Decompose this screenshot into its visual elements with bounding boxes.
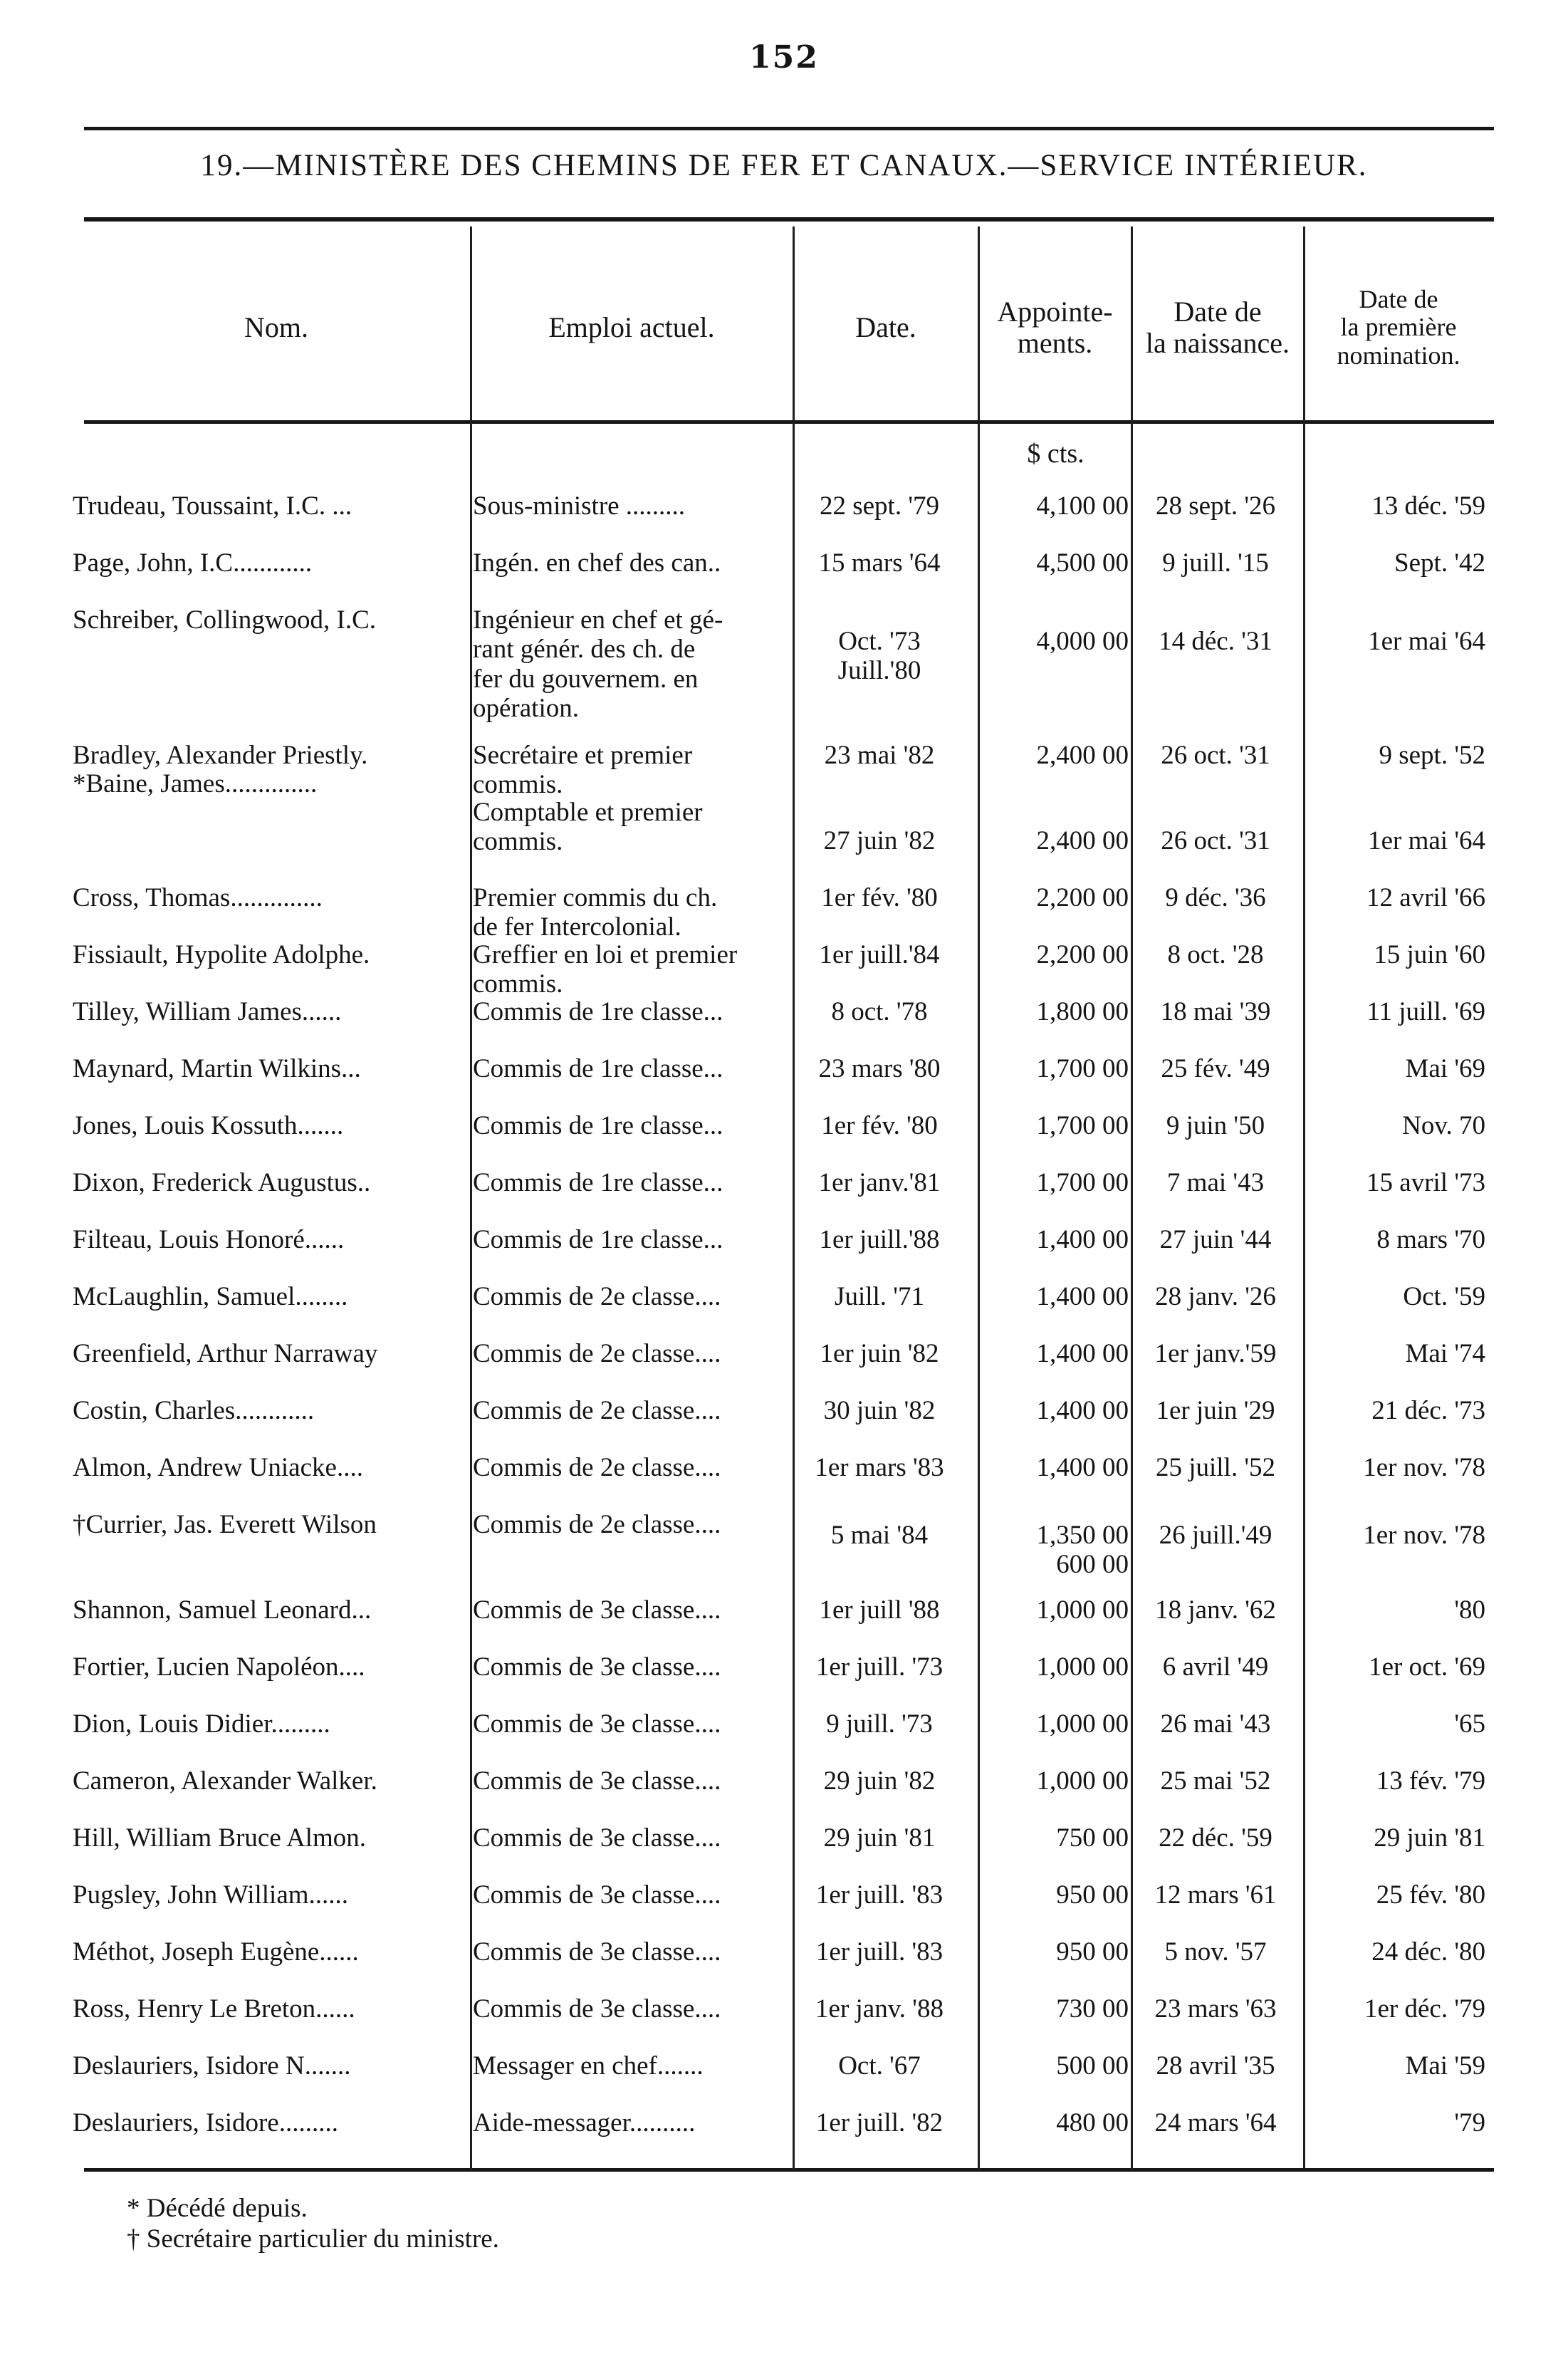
name-cell: Cross, Thomas.............. — [73, 883, 323, 912]
name-cell: McLaughlin, Samuel........ — [73, 1282, 348, 1311]
birth-date-cell: 27 juin '44 — [1159, 1225, 1272, 1254]
emploi-cell: Commis de 2e classe.... — [473, 1453, 721, 1482]
name-cell: Deslauriers, Isidore N....... — [73, 2051, 351, 2081]
name-cell: Deslauriers, Isidore......... — [73, 2108, 338, 2137]
emploi-cell: Commis de 3e classe.... — [473, 1937, 721, 1967]
birth-date-cell: 8 oct. '28 — [1167, 940, 1264, 969]
title-rule — [84, 217, 1494, 222]
emploi-cell: Ingénieur en chef et gé- rant génér. des ch. de fer du gouvernem. en opération. — [473, 605, 723, 724]
first-appointment-cell: 13 déc. '59 — [1371, 491, 1485, 521]
salary-cell: 950 00 — [1056, 1880, 1129, 1910]
emploi-cell: Commis de 2e classe.... — [473, 1510, 721, 1539]
first-appointment-cell: '65 — [1454, 1709, 1485, 1739]
column-divider — [1303, 226, 1305, 2170]
name-cell: Dion, Louis Didier......... — [73, 1709, 330, 1739]
emploi-cell: Commis de 1re classe... — [473, 1168, 723, 1197]
bottom-rule — [84, 2168, 1494, 2172]
first-appointment-cell: 21 déc. '73 — [1371, 1396, 1485, 1425]
name-cell: Jones, Louis Kossuth....... — [73, 1111, 344, 1140]
birth-date-cell: 7 mai '43 — [1166, 1168, 1265, 1197]
salary-cell: 1,000 00 — [1036, 1652, 1129, 1682]
date-cell: 1er juill. '73 — [815, 1652, 944, 1682]
birth-date-cell: 28 sept. '26 — [1155, 491, 1276, 521]
emploi-cell: Commis de 2e classe.... — [473, 1282, 721, 1311]
birth-date-cell: 24 mars '64 — [1154, 2108, 1277, 2137]
salary-cell: 730 00 — [1056, 1994, 1129, 2024]
emploi-cell: Premier commis du ch. de fer Intercolonial. — [473, 883, 718, 942]
salary-cell: 4,000 00 — [1036, 627, 1129, 656]
date-cell: 1er janv.'81 — [818, 1168, 941, 1197]
salary-cell: 1,400 00 — [1036, 1453, 1129, 1482]
salary-cell: 750 00 — [1056, 1823, 1129, 1853]
birth-date-cell: 12 mars '61 — [1154, 1880, 1277, 1910]
date-cell: 23 mars '80 — [818, 1054, 941, 1083]
footnote-deceased: * Décédé depuis. — [127, 2194, 308, 2223]
name-cell: Page, John, I.C............ — [73, 548, 313, 578]
header-emploi: Emploi actuel. — [548, 311, 715, 343]
emploi-cell: Commis de 3e classe.... — [473, 1880, 721, 1910]
first-appointment-cell: 11 juill. '69 — [1366, 997, 1485, 1026]
birth-date-cell: 28 avril '35 — [1156, 2051, 1275, 2081]
name-cell: Greenfield, Arthur Narraway — [73, 1339, 378, 1368]
page-title: 19.—MINISTÈRE DES CHEMINS DE FER ET CANAUX.—SERVICE INTÉRIEUR. — [200, 149, 1368, 182]
date-cell: 5 mai '84 — [830, 1521, 929, 1550]
birth-date-cell: 26 oct. '31 — [1161, 741, 1270, 770]
first-appointment-cell: '80 — [1454, 1595, 1485, 1625]
salary-cell: 1,400 00 — [1036, 1339, 1129, 1368]
salary-cell: 480 00 — [1056, 2108, 1129, 2137]
name-cell: Hill, William Bruce Almon. — [73, 1823, 366, 1853]
emploi-cell: Commis de 1re classe... — [473, 1054, 723, 1083]
page-number: 152 — [749, 39, 819, 75]
first-appointment-cell: 1er nov. '78 — [1363, 1521, 1485, 1550]
date-cell: 1er juill '88 — [819, 1595, 940, 1625]
salary-cell: 1,000 00 — [1036, 1766, 1129, 1796]
birth-date-cell: 25 juill. '52 — [1155, 1453, 1276, 1482]
date-cell: 1er juin '82 — [820, 1339, 939, 1368]
salary-cell: 2,200 00 — [1036, 940, 1129, 969]
date-cell: 1er fév. '80 — [821, 1111, 938, 1140]
first-appointment-cell: 12 avril '66 — [1366, 883, 1485, 912]
salary-cell: 4,500 00 — [1036, 548, 1129, 578]
salary-cell: 1,700 00 — [1036, 1054, 1129, 1083]
name-cell: *Baine, James.............. — [73, 769, 318, 798]
emploi-cell: Commis de 3e classe.... — [473, 1766, 721, 1796]
emploi-cell: Comptable et premier commis. — [473, 798, 703, 857]
header-naissance: Date de la naissance. — [1145, 296, 1290, 359]
header-nom: Nom. — [244, 311, 308, 343]
name-cell: †Currier, Jas. Everett Wilson — [73, 1510, 377, 1539]
header-rule — [84, 420, 1494, 424]
name-cell: Maynard, Martin Wilkins... — [73, 1054, 361, 1083]
date-cell: Oct. '67 — [838, 2051, 921, 2081]
name-cell: Almon, Andrew Uniacke.... — [73, 1453, 363, 1482]
first-appointment-cell: 9 sept. '52 — [1379, 741, 1485, 770]
birth-date-cell: 25 mai '52 — [1160, 1766, 1271, 1796]
column-divider — [793, 226, 795, 2170]
salary-cell: 1,000 00 — [1036, 1595, 1129, 1625]
emploi-cell: Sous-ministre ......... — [473, 491, 686, 521]
emploi-cell: Commis de 3e classe.... — [473, 1652, 721, 1682]
date-cell: 27 juin '82 — [823, 826, 936, 855]
first-appointment-cell: '79 — [1454, 2108, 1485, 2137]
first-appointment-cell: Oct. '59 — [1403, 1282, 1485, 1311]
emploi-cell: Commis de 1re classe... — [473, 1225, 723, 1254]
name-cell: Méthot, Joseph Eugène...... — [73, 1937, 359, 1967]
first-appointment-cell: 1er déc. '79 — [1364, 1994, 1485, 2024]
salary-cell: 1,400 00 — [1036, 1225, 1129, 1254]
top-rule — [84, 127, 1494, 130]
birth-date-cell: 18 janv. '62 — [1155, 1595, 1276, 1625]
birth-date-cell: 9 juill. '15 — [1162, 548, 1269, 578]
emploi-cell: Aide-messager.......... — [473, 2108, 696, 2137]
header-appointements: Appointe- ments. — [997, 296, 1113, 359]
name-cell: Trudeau, Toussaint, I.C. ... — [73, 491, 352, 521]
first-appointment-cell: 1er mai '64 — [1368, 826, 1485, 855]
emploi-cell: Commis de 3e classe.... — [473, 1709, 721, 1739]
footnote-secretary: † Secrétaire particulier du ministre. — [127, 2224, 499, 2254]
emploi-cell: Commis de 1re classe... — [473, 997, 723, 1026]
column-divider — [1131, 226, 1133, 2170]
name-cell: Filteau, Louis Honoré...... — [73, 1225, 345, 1254]
salary-cell: 2,400 00 — [1036, 741, 1129, 770]
date-cell: 1er juill. '83 — [815, 1937, 944, 1967]
date-cell: 1er mars '83 — [815, 1453, 944, 1482]
name-cell: Fortier, Lucien Napoléon.... — [73, 1652, 365, 1682]
first-appointment-cell: 1er oct. '69 — [1369, 1652, 1485, 1682]
first-appointment-cell: 13 fév. '79 — [1376, 1766, 1485, 1796]
emploi-cell: Commis de 1re classe... — [473, 1111, 723, 1140]
first-appointment-cell: Nov. 70 — [1402, 1111, 1485, 1140]
name-cell: Fissiault, Hypolite Adolphe. — [73, 940, 370, 969]
first-appointment-cell: 8 mars '70 — [1376, 1225, 1485, 1254]
first-appointment-cell: 15 avril '73 — [1366, 1168, 1485, 1197]
date-cell: 1er juill.'88 — [819, 1225, 940, 1254]
birth-date-cell: 26 oct. '31 — [1161, 826, 1270, 855]
birth-date-cell: 25 fév. '49 — [1161, 1054, 1270, 1083]
birth-date-cell: 1er juin '29 — [1156, 1396, 1275, 1425]
salary-cell: 1,700 00 — [1036, 1111, 1129, 1140]
emploi-cell: Commis de 2e classe.... — [473, 1339, 721, 1368]
birth-date-cell: 18 mai '39 — [1160, 997, 1271, 1026]
birth-date-cell: 23 mars '63 — [1154, 1994, 1277, 2024]
column-divider — [978, 226, 980, 2170]
birth-date-cell: 22 déc. '59 — [1159, 1823, 1272, 1853]
date-cell: 22 sept. '79 — [819, 491, 940, 521]
date-cell: Oct. '73 Juill.'80 — [837, 627, 921, 686]
salary-cell: 2,200 00 — [1036, 883, 1129, 912]
date-cell: 1er janv. '88 — [815, 1994, 944, 2024]
emploi-cell: Commis de 3e classe.... — [473, 1994, 721, 2024]
salary-cell: 2,400 00 — [1036, 826, 1129, 855]
first-appointment-cell: 1er nov. '78 — [1363, 1453, 1485, 1482]
first-appointment-cell: 15 juin '60 — [1374, 940, 1485, 969]
date-cell: 30 juin '82 — [823, 1396, 936, 1425]
date-cell: 15 mars '64 — [818, 548, 941, 578]
header-date: Date. — [855, 311, 916, 343]
name-cell: Pugsley, John William...... — [73, 1880, 349, 1910]
currency-units: $ cts. — [1027, 439, 1084, 469]
salary-cell: 1,700 00 — [1036, 1168, 1129, 1197]
birth-date-cell: 6 avril '49 — [1162, 1652, 1269, 1682]
date-cell: 1er juill.'84 — [819, 940, 940, 969]
salary-cell: 1,000 00 — [1036, 1709, 1129, 1739]
salary-cell: 1,400 00 — [1036, 1396, 1129, 1425]
birth-date-cell: 28 janv. '26 — [1155, 1282, 1276, 1311]
salary-cell: 950 00 — [1056, 1937, 1129, 1967]
first-appointment-cell: Mai '59 — [1405, 2051, 1485, 2081]
date-cell: 29 juin '82 — [823, 1766, 936, 1796]
first-appointment-cell: 24 déc. '80 — [1371, 1937, 1485, 1967]
first-appointment-cell: 29 juin '81 — [1374, 1823, 1485, 1853]
birth-date-cell: 5 nov. '57 — [1164, 1937, 1267, 1967]
date-cell: 1er juill. '83 — [815, 1880, 944, 1910]
birth-date-cell: 26 mai '43 — [1160, 1709, 1271, 1739]
name-cell: Ross, Henry Le Breton...... — [73, 1994, 355, 2024]
birth-date-cell: 9 déc. '36 — [1165, 883, 1266, 912]
salary-cell: 500 00 — [1056, 2051, 1129, 2081]
first-appointment-cell: Mai '69 — [1405, 1054, 1485, 1083]
date-cell: 9 juill. '73 — [826, 1709, 933, 1739]
header-premiere: Date de la première nomination. — [1337, 284, 1460, 370]
birth-date-cell: 1er janv.'59 — [1154, 1339, 1277, 1368]
name-cell: Bradley, Alexander Priestly. — [73, 741, 368, 770]
name-cell: Tilley, William James...... — [73, 997, 342, 1026]
first-appointment-cell: Sept. '42 — [1394, 548, 1485, 578]
emploi-cell: Greffier en loi et premier commis. — [473, 940, 738, 999]
name-cell: Cameron, Alexander Walker. — [73, 1766, 377, 1796]
date-cell: 8 oct. '78 — [831, 997, 928, 1026]
birth-date-cell: 26 juill.'49 — [1159, 1521, 1272, 1550]
date-cell: Juill. '71 — [835, 1282, 924, 1311]
name-cell: Schreiber, Collingwood, I.C. — [73, 605, 377, 635]
first-appointment-cell: 25 fév. '80 — [1376, 1880, 1485, 1910]
salary-cell: 1,400 00 — [1036, 1282, 1129, 1311]
name-cell: Shannon, Samuel Leonard... — [73, 1595, 372, 1625]
emploi-cell: Secrétaire et premier commis. — [473, 741, 693, 800]
birth-date-cell: 14 déc. '31 — [1159, 627, 1272, 656]
birth-date-cell: 9 juin '50 — [1166, 1111, 1265, 1140]
emploi-cell: Commis de 3e classe.... — [473, 1823, 721, 1853]
emploi-cell: Ingén. en chef des can.. — [473, 548, 721, 578]
emploi-cell: Messager en chef....... — [473, 2051, 704, 2081]
first-appointment-cell: Mai '74 — [1405, 1339, 1485, 1368]
name-cell: Dixon, Frederick Augustus.. — [73, 1168, 371, 1197]
salary-cell: 4,100 00 — [1036, 491, 1129, 521]
date-cell: 23 mai '82 — [824, 741, 935, 770]
emploi-cell: Commis de 3e classe.... — [473, 1595, 721, 1625]
name-cell: Costin, Charles............ — [73, 1396, 315, 1425]
salary-cell: 1,800 00 — [1036, 997, 1129, 1026]
date-cell: 1er fév. '80 — [821, 883, 938, 912]
salary-cell: 1,350 00 600 00 — [1036, 1521, 1129, 1580]
footnotes — [127, 2194, 499, 2254]
first-appointment-cell: 1er mai '64 — [1368, 627, 1485, 656]
date-cell: 29 juin '81 — [823, 1823, 936, 1853]
column-divider — [470, 226, 472, 2170]
date-cell: 1er juill. '82 — [815, 2108, 944, 2137]
emploi-cell: Commis de 2e classe.... — [473, 1396, 721, 1425]
